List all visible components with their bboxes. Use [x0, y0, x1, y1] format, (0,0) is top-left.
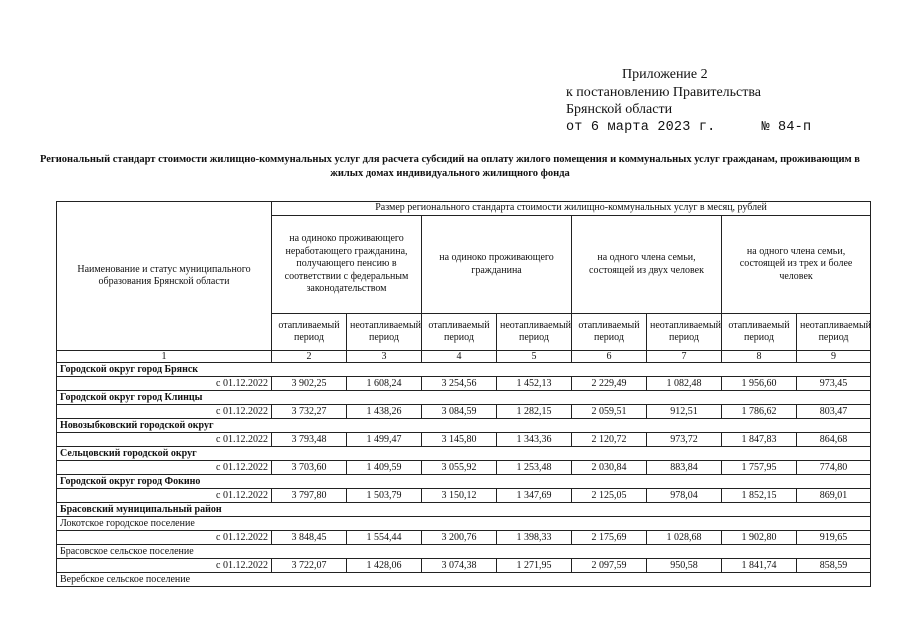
row-date: с 01.12.2022 — [57, 377, 272, 391]
period-heated-header: отапливаемый период — [722, 314, 797, 351]
value-cell: 3 902,25 — [272, 377, 347, 391]
value-cell: 1 499,47 — [347, 433, 422, 447]
value-cell: 3 848,45 — [272, 531, 347, 545]
row-date: с 01.12.2022 — [57, 461, 272, 475]
column-number: 3 — [347, 351, 422, 363]
period-unheated-header: неотапливаемый период — [347, 314, 422, 351]
value-cell: 864,68 — [797, 433, 871, 447]
value-cell: 858,59 — [797, 559, 871, 573]
column-number: 2 — [272, 351, 347, 363]
value-cell: 2 175,69 — [572, 531, 647, 545]
value-cell: 3 074,38 — [422, 559, 497, 573]
value-cell: 3 732,27 — [272, 405, 347, 419]
subsection-row — [57, 517, 871, 531]
value-cell: 1 398,33 — [497, 531, 572, 545]
value-cell: 1 852,15 — [722, 489, 797, 503]
value-cell: 1 438,26 — [347, 405, 422, 419]
value-cell: 2 059,51 — [572, 405, 647, 419]
value-cell: 1 956,60 — [722, 377, 797, 391]
value-cell: 3 200,76 — [422, 531, 497, 545]
column-number: 7 — [647, 351, 722, 363]
section-row — [57, 363, 871, 377]
section-label: Городской округ город Брянск — [57, 363, 871, 377]
value-cell: 1 841,74 — [722, 559, 797, 573]
subsection-row — [57, 573, 871, 587]
value-cell: 1 409,59 — [347, 461, 422, 475]
group-header: на одиноко проживающего неработающего гражданина, получающего пенсию в соответствии с федеральным законодательством — [272, 216, 422, 314]
section-row — [57, 503, 871, 517]
section-label: Новозыбковский городской округ — [57, 419, 871, 433]
subsection-row — [57, 545, 871, 559]
value-cell: 978,04 — [647, 489, 722, 503]
value-cell: 1 503,79 — [347, 489, 422, 503]
column-number: 5 — [497, 351, 572, 363]
value-cell: 1 786,62 — [722, 405, 797, 419]
table-row — [57, 377, 871, 391]
section-label: Городской округ город Клинцы — [57, 391, 871, 405]
appendix-line: к постановлению Правительства — [566, 84, 762, 100]
value-cell: 1 271,95 — [497, 559, 572, 573]
value-cell: 2 229,49 — [572, 377, 647, 391]
subsection-label: Локотское городское поселение — [57, 517, 871, 531]
row-date: с 01.12.2022 — [57, 559, 272, 573]
value-cell: 2 120,72 — [572, 433, 647, 447]
section-label: Городской округ город Фокино — [57, 475, 871, 489]
group-header: на одного члена семьи, состоящей из трех и более человек — [722, 216, 871, 314]
row-date: с 01.12.2022 — [57, 531, 272, 545]
value-cell: 3 150,12 — [422, 489, 497, 503]
period-heated-header: отапливаемый период — [272, 314, 347, 351]
subsection-label: Брасовское сельское поселение — [57, 545, 871, 559]
value-cell: 1 452,13 — [497, 377, 572, 391]
value-cell: 3 703,60 — [272, 461, 347, 475]
value-cell: 950,58 — [647, 559, 722, 573]
value-cell: 3 722,07 — [272, 559, 347, 573]
column-number: 8 — [722, 351, 797, 363]
section-row — [57, 419, 871, 433]
size-header: Размер регионального стандарта стоимости жилищно-коммунальных услуг в месяц, рублей — [272, 202, 871, 216]
value-cell: 3 254,56 — [422, 377, 497, 391]
value-cell: 3 793,48 — [272, 433, 347, 447]
table-row — [57, 433, 871, 447]
appendix-date-line — [566, 119, 811, 137]
period-unheated-header: неотапливаемый период — [647, 314, 722, 351]
appendix-number: № 84-п — [761, 119, 812, 135]
value-cell: 1 282,15 — [497, 405, 572, 419]
value-cell: 3 145,80 — [422, 433, 497, 447]
section-row — [57, 447, 871, 461]
value-cell: 1 902,80 — [722, 531, 797, 545]
value-cell: 803,47 — [797, 405, 871, 419]
table-body — [57, 363, 871, 587]
appendix-date: от 6 марта 2023 г. — [566, 119, 716, 135]
table-row — [57, 405, 871, 419]
appendix-title: Приложение 2 — [622, 67, 708, 82]
value-cell: 883,84 — [647, 461, 722, 475]
section-label: Сельцовский городской округ — [57, 447, 871, 461]
period-unheated-header: неотапливаемый период — [497, 314, 572, 351]
table-row — [57, 531, 871, 545]
appendix-block — [566, 66, 811, 136]
value-cell: 1 554,44 — [347, 531, 422, 545]
row-date: с 01.12.2022 — [57, 489, 272, 503]
section-label: Брасовский муниципальный район — [57, 503, 871, 517]
table-row — [57, 559, 871, 573]
value-cell: 912,51 — [647, 405, 722, 419]
value-cell: 3 084,59 — [422, 405, 497, 419]
group-header: на одиноко проживающего гражданина — [422, 216, 572, 314]
standards-table — [56, 201, 871, 587]
value-cell: 3 797,80 — [272, 489, 347, 503]
value-cell: 2 097,59 — [572, 559, 647, 573]
name-header: Наименование и статус муниципального образования Брянской области — [57, 202, 272, 351]
appendix-line: Брянской области — [566, 102, 673, 117]
period-heated-header: отапливаемый период — [572, 314, 647, 351]
section-row — [57, 391, 871, 405]
row-date: с 01.12.2022 — [57, 433, 272, 447]
row-date: с 01.12.2022 — [57, 405, 272, 419]
period-heated-header: отапливаемый период — [422, 314, 497, 351]
value-cell: 1 343,36 — [497, 433, 572, 447]
document-title: Региональный стандарт стоимости жилищно-коммунальных услуг для расчета субсидий на оплату жилого помещения и коммунальных услуг гражданам, проживающим в жилых домах индивидуального жилищного фонда — [40, 154, 860, 179]
value-cell: 2 125,05 — [572, 489, 647, 503]
value-cell: 1 082,48 — [647, 377, 722, 391]
column-number: 1 — [57, 351, 272, 363]
value-cell: 1 608,24 — [347, 377, 422, 391]
column-number: 9 — [797, 351, 871, 363]
value-cell: 869,01 — [797, 489, 871, 503]
value-cell: 1 757,95 — [722, 461, 797, 475]
value-cell: 1 253,48 — [497, 461, 572, 475]
subsection-label: Веребское сельское поселение — [57, 573, 871, 587]
value-cell: 1 428,06 — [347, 559, 422, 573]
group-header: на одного члена семьи, состоящей из двух человек — [572, 216, 722, 314]
value-cell: 1 028,68 — [647, 531, 722, 545]
value-cell: 973,72 — [647, 433, 722, 447]
value-cell: 2 030,84 — [572, 461, 647, 475]
column-number: 6 — [572, 351, 647, 363]
section-row — [57, 475, 871, 489]
value-cell: 3 055,92 — [422, 461, 497, 475]
column-number: 4 — [422, 351, 497, 363]
period-unheated-header: неотапливаемый период — [797, 314, 871, 351]
value-cell: 1 347,69 — [497, 489, 572, 503]
value-cell: 774,80 — [797, 461, 871, 475]
table-row — [57, 461, 871, 475]
value-cell: 919,65 — [797, 531, 871, 545]
value-cell: 1 847,83 — [722, 433, 797, 447]
value-cell: 973,45 — [797, 377, 871, 391]
table-row — [57, 489, 871, 503]
